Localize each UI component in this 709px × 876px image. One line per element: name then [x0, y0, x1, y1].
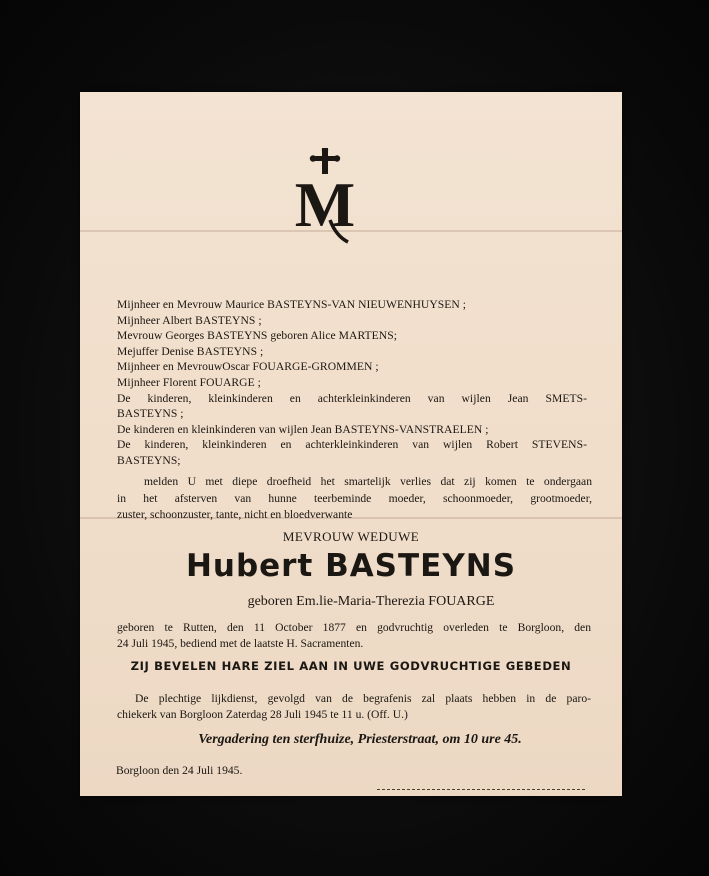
birth-death-paragraph [117, 620, 591, 652]
announcement-line: melden U met diepe droefheid het smartelijk verlies dat zij komen te ondergaan [144, 475, 592, 488]
service-line: chiekerk van Borgloon Zaterdag 28 Juli 1945 te 11 u. (Off. U.) [117, 708, 408, 721]
prayer-request: ZIJ BEVELEN HARE ZIEL AAN IN UWE GODVRUCHTIGE GEBEDEN [130, 659, 572, 673]
deceased-title: MEVROUW WEDUWE [282, 529, 420, 544]
mourning-card [80, 92, 622, 796]
deceased-name: Hubert BASTEYNS [185, 548, 517, 584]
announcement-paragraph [117, 474, 592, 524]
announcer-line: BASTEYNS ; [117, 407, 184, 421]
monogram-letter: M [294, 169, 356, 240]
service-line: De plechtige lijkdienst, gevolgd van de begrafenis zal plaats hebben in de paro- [135, 692, 591, 705]
announcer-line: Mijnheer en Mevrouw Maurice BASTEYNS-VAN NIEUWENHUYSEN ; [117, 298, 467, 311]
cross-monogram-icon [290, 148, 360, 244]
announcer-line: BASTEYNS; [117, 453, 181, 467]
announcer-line: Mevrouw Georges BASTEYNS geboren Alice MARTENS; [117, 329, 397, 343]
gathering-notice: Vergadering ten sterfhuize, Priesterstraat, om 10 ure 45. [198, 732, 522, 747]
funeral-service-paragraph [117, 691, 591, 723]
announcer-line: Mejuffer Denise BASTEYNS ; [117, 344, 264, 358]
announcement-line: in het afsterven van hunne teerbeminde moeder, schoonmoeder, grootmoeder, [117, 491, 592, 505]
announcer-line: Mijnheer Albert BASTEYNS ; [117, 313, 262, 327]
announcer-line: De kinderen en kleinkinderen van wijlen Jean BASTEYNS-VANSTRAELEN ; [117, 422, 489, 436]
announcer-line: Mijnheer en MevrouwOscar FOUARGE-GROMMEN ; [117, 360, 379, 374]
announcer-line: De kinderen, kleinkinderen en achterkleinkinderen van wijlen Jean SMETS- [117, 391, 587, 405]
announcer-line: Mijnheer Florent FOUARGE ; [117, 375, 261, 389]
birth-death-line: 24 Juli 1945, bediend met de laatste H. Sacramenten. [117, 637, 364, 650]
announcement-line: zuster, schoonzuster, tante, nicht en bloedverwante [117, 508, 353, 522]
announcers-list [117, 297, 587, 469]
place-and-date: Borgloon den 24 Juli 1945. [116, 764, 243, 777]
birth-death-line: geboren te Rutten, den 11 October 1877 en godvruchtig overleden te Borgloon, den [117, 621, 591, 634]
signature-line [377, 789, 585, 790]
deceased-born-name: geboren Em.lie-Maria-Therezia FOUARGE [247, 594, 495, 609]
announcer-line: De kinderen, kleinkinderen en achterkleinkinderen van wijlen Robert STEVENS- [117, 438, 587, 452]
